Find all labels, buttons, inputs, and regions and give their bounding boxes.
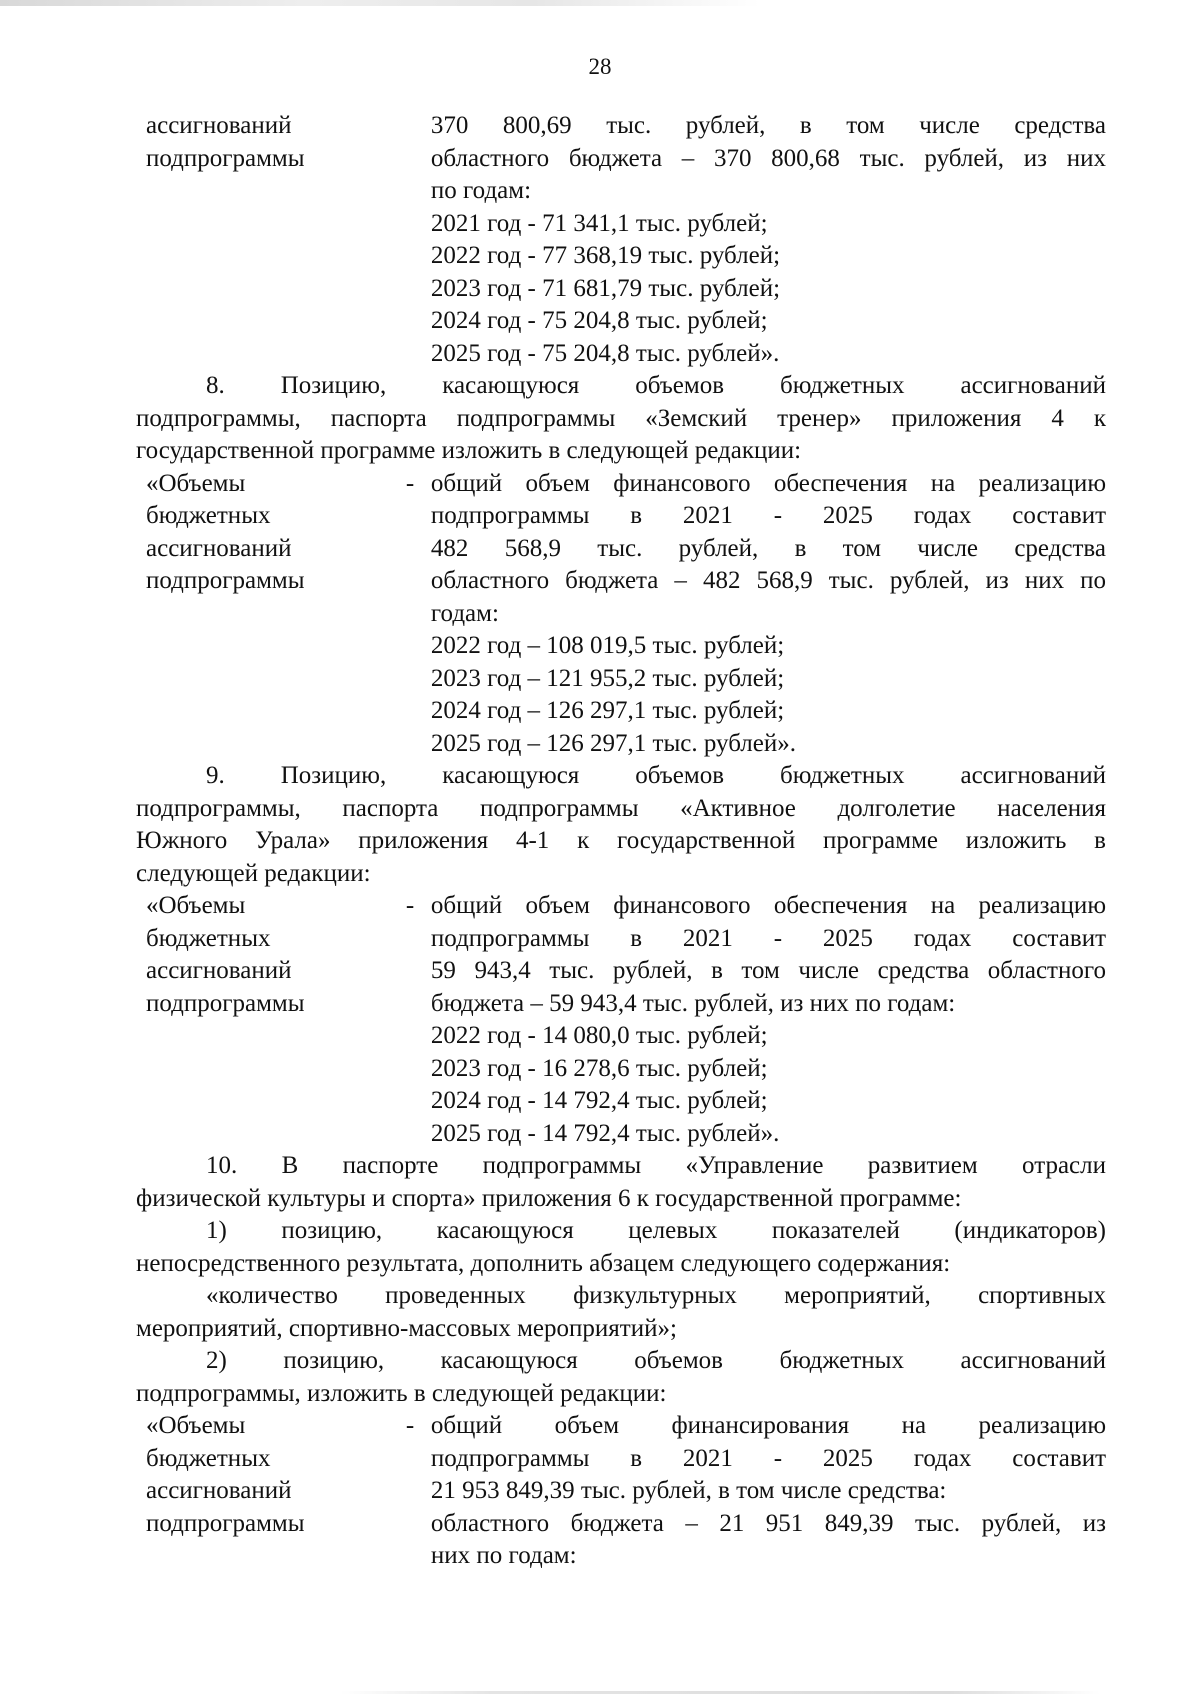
year-amount: 2023 год - 16 278,6 тыс. рублей; (430, 1054, 768, 1082)
item-10-text: физической культуры и спорта» приложения 6 к государственной программе: (136, 1184, 962, 1212)
position-value: 21 953 849,39 тыс. рублей, в том числе средства: (430, 1477, 947, 1504)
page-number: 28 (588, 54, 612, 79)
position-row (136, 663, 1106, 696)
position-row (136, 1410, 1106, 1443)
position-label: бюджетных (146, 502, 271, 529)
position-row (136, 630, 1106, 663)
position-row (136, 955, 1106, 988)
scan-edge-bottom (340, 1691, 1100, 1694)
position-value: подпрограммы в 2021 - 2025 годах составит (430, 924, 1106, 952)
position-dash: - (405, 469, 415, 497)
position-row (136, 143, 1106, 176)
position-label: «Объемы (146, 892, 246, 919)
position-row (136, 1085, 1106, 1118)
position-row (136, 1443, 1106, 1476)
position-value: общий объем финансового обеспечения на реализацию (430, 469, 1106, 497)
position-value: 370 800,69 тыс. рублей, в том числе средства (430, 112, 1106, 139)
position-value: областного бюджета – 482 568,9 тыс. рублей, из них по (430, 567, 1106, 594)
year-amount: 2025 год - 14 792,4 тыс. рублей». (430, 1119, 780, 1147)
position-row (136, 695, 1106, 728)
position-row (136, 1475, 1106, 1508)
document-body (136, 110, 1106, 1573)
position-label: ассигнований (146, 1477, 292, 1504)
year-amount: 2021 год - 71 341,1 тыс. рублей; (430, 209, 768, 237)
year-amount: 2024 год – 126 297,1 тыс. рублей; (430, 697, 785, 724)
position-value: подпрограммы в 2021 - 2025 годах составит (430, 1444, 1106, 1472)
position-label: «Объемы (146, 469, 246, 497)
position-row (136, 110, 1106, 143)
position-label: подпрограммы (146, 1509, 305, 1537)
item-8-position-block (136, 468, 1106, 761)
position-row (136, 728, 1106, 761)
year-amount: 2025 год – 126 297,1 тыс. рублей». (430, 729, 797, 757)
position-row (136, 988, 1106, 1021)
year-amount: 2023 год – 121 955,2 тыс. рублей; (430, 664, 785, 692)
position-row (136, 1118, 1106, 1151)
position-dash (389, 110, 431, 143)
item-10-text: непосредственного результата, дополнить абзацем следующего содержания: (136, 1249, 951, 1277)
position-value: общий объем финансирования на реализацию (430, 1412, 1106, 1439)
position-row (136, 500, 1106, 533)
position-label: бюджетных (146, 924, 271, 952)
position-value: областного бюджета – 370 800,68 тыс. рублей, из них (430, 144, 1106, 172)
item-9-text: подпрограммы, паспорта подпрограммы «Активное долголетие населения (136, 794, 1106, 822)
item-10-heading: 10. В паспорте подпрограммы «Управление развитием отрасли (206, 1152, 1106, 1179)
position-dash: - (405, 1412, 415, 1439)
item-10-subitem-2: 2) позицию, касающуюся объемов бюджетных ассигнований (206, 1347, 1106, 1374)
position-value: 482 568,9 тыс. рублей, в том числе средства (430, 534, 1106, 562)
year-amount: 2024 год - 75 204,8 тыс. рублей; (430, 307, 768, 334)
year-amount: 2022 год – 108 019,5 тыс. рублей; (430, 632, 785, 659)
position-label: ассигнований (146, 534, 292, 562)
item-9-heading: 9. Позицию, касающуюся объемов бюджетных ассигнований (206, 762, 1106, 789)
position-label: ассигнований (146, 112, 292, 139)
position-row (136, 338, 1106, 371)
year-amount: 2023 год - 71 681,79 тыс. рублей; (430, 274, 781, 302)
item-10-text: подпрограммы, изложить в следующей редакции: (136, 1379, 667, 1407)
position-label: подпрограммы (146, 989, 305, 1017)
position-row (136, 208, 1106, 241)
position-label: подпрограммы (146, 144, 305, 172)
scan-edge-top (0, 0, 760, 6)
position-value: подпрограммы в 2021 - 2025 годах составит (430, 502, 1106, 529)
item-8-text: подпрограммы, паспорта подпрограммы «Земский тренер» приложения 4 к (136, 404, 1106, 432)
item-8-heading: 8. Позицию, касающуюся объемов бюджетных ассигнований (206, 372, 1106, 399)
position-value: по годам: (430, 177, 532, 204)
position-row (136, 923, 1106, 956)
year-amount: 2022 год - 77 368,19 тыс. рублей; (430, 242, 781, 269)
item-9-text: следующей редакции: (136, 859, 371, 887)
position-value: годам: (430, 599, 499, 627)
year-amount: 2024 год - 14 792,4 тыс. рублей; (430, 1087, 768, 1114)
position-row (136, 273, 1106, 306)
item-10-subitem-1: 1) позицию, касающуюся целевых показателей (индикаторов) (206, 1217, 1106, 1244)
position-value: бюджета – 59 943,4 тыс. рублей, из них по годам: (430, 989, 956, 1017)
item-10-text: мероприятий, спортивно-массовых мероприятий»; (136, 1314, 677, 1342)
position-row (136, 305, 1106, 338)
item-10-position-block (136, 1410, 1106, 1573)
item-9-position-block (136, 890, 1106, 1150)
position-dash (389, 143, 431, 176)
position-dash: - (405, 892, 415, 919)
position-value: областного бюджета – 21 951 849,39 тыс. рублей, из (430, 1509, 1106, 1537)
item-10-quote: «количество проведенных физкультурных мероприятий, спортивных (206, 1282, 1106, 1309)
position-row (136, 1020, 1106, 1053)
position-row (136, 1053, 1106, 1086)
position-row (136, 1508, 1106, 1541)
position-row (136, 175, 1106, 208)
position-label: подпрограммы (146, 567, 305, 594)
item-8-text: государственной программе изложить в следующей редакции: (136, 437, 802, 464)
position-row (136, 565, 1106, 598)
item-9-text: Южного Урала» приложения 4-1 к государственной программе изложить в (136, 827, 1106, 854)
position-value: них по годам: (430, 1542, 577, 1569)
position-value: 59 943,4 тыс. рублей, в том числе средства областного (430, 957, 1106, 984)
position-value: общий объем финансового обеспечения на реализацию (430, 892, 1106, 919)
position-row (136, 533, 1106, 566)
position-row (136, 468, 1106, 501)
position-label: бюджетных (146, 1444, 271, 1472)
position-row (136, 240, 1106, 273)
year-amount: 2025 год - 75 204,8 тыс. рублей». (430, 339, 780, 367)
position-row (136, 1540, 1106, 1573)
year-amount: 2022 год - 14 080,0 тыс. рублей; (430, 1022, 768, 1049)
position-row (136, 890, 1106, 923)
position-label: «Объемы (146, 1412, 246, 1439)
position-label: ассигнований (146, 957, 292, 984)
intro-position-block (136, 110, 1106, 370)
position-row (136, 598, 1106, 631)
